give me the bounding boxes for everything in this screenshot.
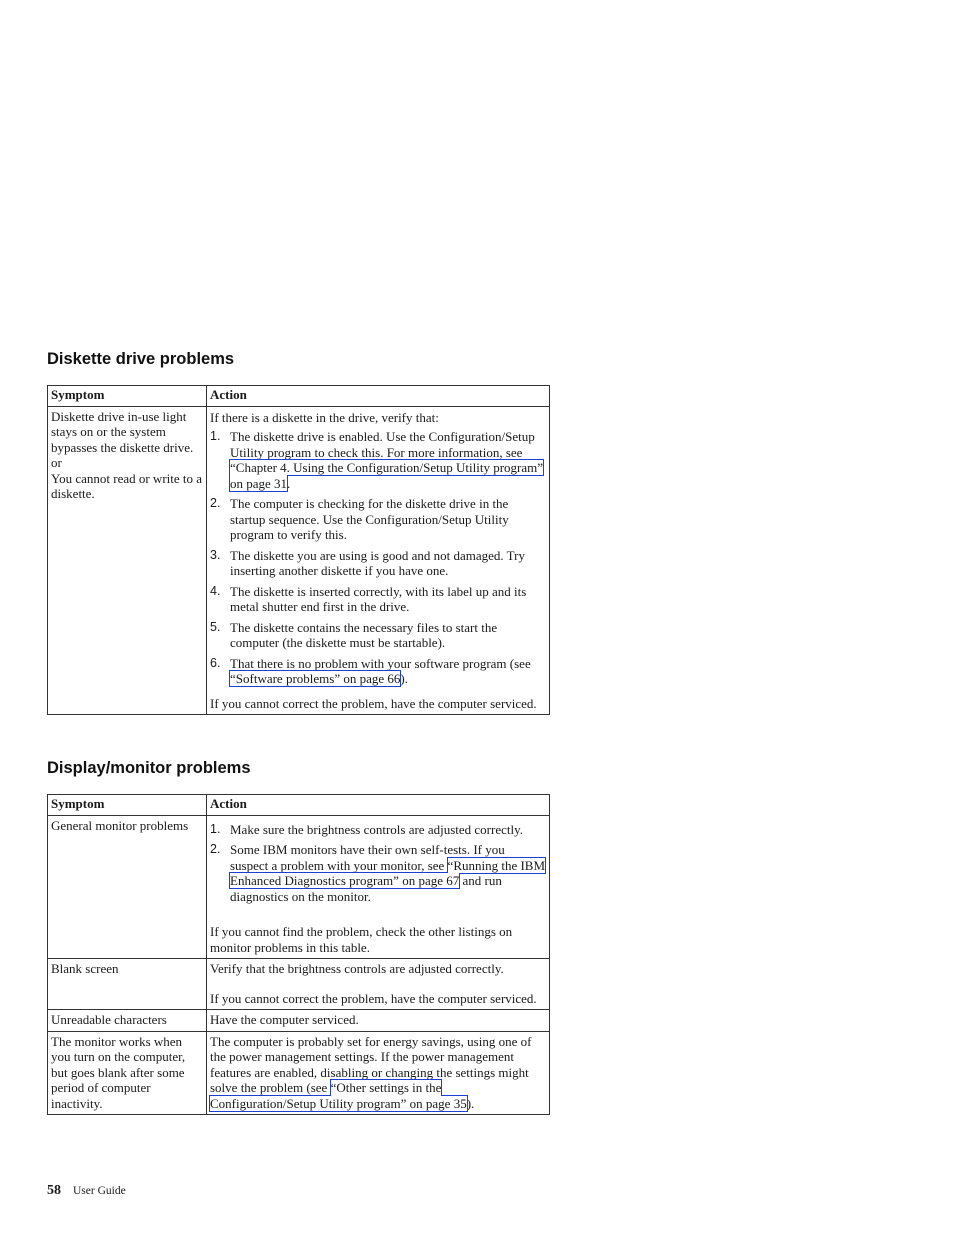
table-row [48, 1031, 550, 1115]
step-text: The diskette you are using is good and not damaged. Try inserting another diskette if you have one. [230, 547, 525, 578]
symptom-cell: Unreadable characters [48, 1010, 207, 1032]
action-closing: If you cannot find the problem, check the other listings on monitor problems in this table. [210, 924, 513, 955]
action-text: The computer is probably set for energy savings, using one of the power management settings. If the power management features are enabled, disabling or changing the settings might solve the problem (see [210, 1033, 532, 1095]
table-header-row [48, 795, 550, 816]
list-item [210, 429, 546, 491]
step-number: 1. [210, 821, 221, 836]
diskette-problems-table [47, 385, 550, 715]
step-text: The diskette contains the necessary files to start the computer (the diskette must be startable). [230, 619, 498, 650]
symptom-cell: General monitor problems [48, 815, 207, 959]
step-text: Some IBM monitors have their own self-tests. If you suspect a problem with your monitor, see [230, 842, 505, 873]
display-problems-table [47, 794, 550, 1115]
action-closing: If you cannot correct the problem, have the computer serviced. [210, 990, 537, 1006]
step-number: 5. [210, 619, 221, 634]
symptom-cell [48, 406, 207, 715]
cross-reference-link[interactable]: “Chapter 4. Using the Configuration/Setup Utility program” on page 31 [230, 460, 544, 491]
action-cell [207, 959, 550, 1010]
table-row [48, 406, 550, 715]
step-tail: and run diagnostics on the monitor. [230, 873, 502, 904]
table-header-row [48, 386, 550, 407]
action-steps [210, 429, 546, 687]
step-tail: . [287, 475, 291, 491]
table-row [48, 1010, 550, 1032]
symptom-text: or [51, 455, 62, 470]
symptom-text: You cannot read or write to a diskette. [51, 470, 203, 501]
action-cell: Have the computer serviced. [207, 1010, 550, 1032]
section-title-diskette: Diskette drive problems [47, 350, 235, 368]
symptom-text: Diskette drive in-use light stays on or the system bypasses the diskette drive. [51, 408, 194, 455]
step-text: That there is no problem with your software program (see [230, 655, 531, 671]
step-number: 2. [210, 842, 221, 856]
action-cell [207, 815, 550, 959]
table-row [48, 815, 550, 959]
step-number: 3. [210, 547, 221, 562]
header-symptom: Symptom [48, 795, 207, 816]
list-item [210, 620, 546, 651]
section-title-display: Display/monitor problems [47, 759, 251, 777]
action-intro: If there is a diskette in the drive, verify that: [210, 409, 439, 425]
symptom-cell: Blank screen [48, 959, 207, 1010]
step-text: The diskette drive is enabled. Use the Configuration/Setup Utility program to check this. For more information, see [230, 429, 535, 460]
page-number: 58 [47, 1183, 61, 1198]
step-tail: ). [400, 671, 408, 686]
action-tail: ). [466, 1095, 475, 1111]
step-number: 6. [210, 655, 221, 670]
symptom-cell: The monitor works when you turn on the computer, but goes blank after some period of computer inactivity. [48, 1031, 207, 1115]
step-number: 2. [210, 496, 221, 510]
header-action: Action [207, 795, 550, 816]
action-cell [207, 406, 550, 715]
step-number: 1. [210, 429, 221, 443]
action-closing: If you cannot correct the problem, have the computer serviced. [210, 695, 537, 711]
header-symptom: Symptom [48, 386, 207, 407]
table-row [48, 959, 550, 1010]
action-cell [207, 1031, 550, 1115]
list-item [210, 656, 546, 687]
cross-reference-link[interactable]: “Software problems” on page 66 [230, 671, 401, 686]
step-number: 4. [210, 583, 221, 598]
header-action: Action [207, 386, 550, 407]
list-item [210, 548, 546, 579]
list-item [210, 842, 546, 904]
list-item [210, 584, 546, 615]
cross-reference-link[interactable]: “Running the IBM Enhanced Diagnostics program” on page 67 [230, 857, 546, 888]
action-steps [210, 822, 546, 905]
cross-reference-link[interactable]: “Other settings in the Configuration/Setup Utility program” on page 35 [210, 1080, 467, 1111]
action-text: Verify that the brightness controls are adjusted correctly. [210, 961, 504, 976]
list-item [210, 822, 546, 838]
step-text: Make sure the brightness controls are adjusted correctly. [230, 821, 524, 837]
step-text: The computer is checking for the diskette drive in the startup sequence. Use the Configuration/Setup Utility program to verify this. [230, 496, 509, 542]
list-item [210, 496, 546, 543]
page-footer [47, 1182, 126, 1199]
step-text: The diskette is inserted correctly, with its label up and its metal shutter end first in the drive. [230, 583, 527, 614]
guide-title: User Guide [73, 1185, 126, 1197]
